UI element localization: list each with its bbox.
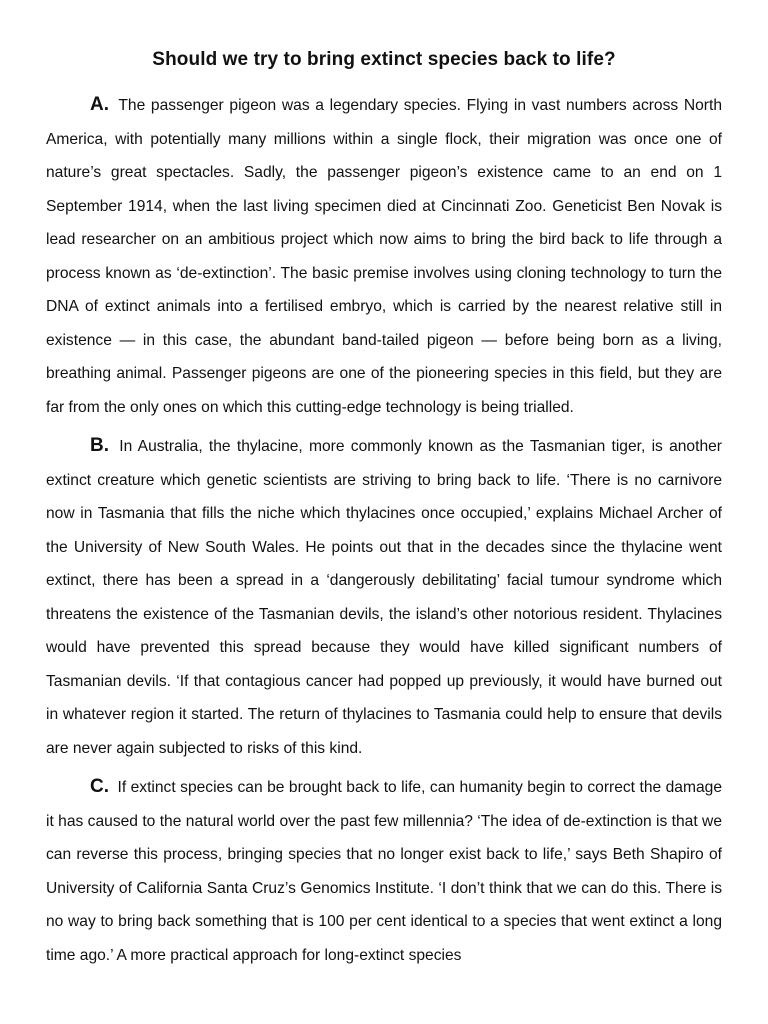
paragraph-a [46, 88, 722, 424]
paragraph-text: The passenger pigeon was a legendary species. Flying in vast numbers across North America, with potentially many millions within a single flock, their migration was once one of nature’s great spectacles. Sadly, the passenger pigeon’s existence came to an end on 1 September 1914, when the last living specimen died at Cincinnati Zoo. Geneticist Ben Novak is lead researcher on an ambitious project which now aims to bring the bird back to life through a process known as ‘de-extinction’. The basic premise involves using cloning technology to turn the DNA of extinct animals into a fertilised embryo, which is carried by the nearest relative still in existence — in this case, the abundant band-tailed pigeon — before being born as a living, breathing animal. Passenger pigeons are one of the pioneering species in this field, but they are far from the only ones on which this cutting-edge technology is being trialled. [46, 97, 722, 416]
paragraph-label: A. [90, 94, 109, 115]
paragraph-b [46, 429, 722, 765]
paragraph-label: C. [90, 776, 109, 797]
paragraph-text: If extinct species can be brought back to life, can humanity begin to correct the damage it has caused to the natural world over the past few millennia? ‘The idea of de-extinction is that we can reverse this process, bringing species that no longer exist back to life,’ says Beth Shapiro of University of California Santa Cruz’s Genomics Institute. ‘I don’t think that we can do this. There is no way to bring back something that is 100 per cent identical to a species that went extinct a long time ago.’ A more practical approach for long-extinct species [46, 779, 722, 964]
paragraph-text: In Australia, the thylacine, more commonly known as the Tasmanian tiger, is another extinct creature which genetic scientists are striving to bring back to life. ‘There is no carnivore now in Tasmania that fills the niche which thylacines once occupied,’ explains Michael Archer of the University of New South Wales. He points out that in the decades since the thylacine went extinct, there has been a spread in a ‘dangerously debilitating’ facial tumour syndrome which threatens the existence of the Tasmanian devils, the island’s other notorious resident. Thylacines would have prevented this spread because they would have killed significant numbers of Tasmanian devils. ‘If that contagious cancer had popped up previously, it would have burned out in whatever region it started. The return of thylacines to Tasmania could help to ensure that devils are never again subjected to risks of this kind. [46, 438, 722, 757]
paragraph-label: B. [90, 435, 109, 456]
paragraph-c [46, 770, 722, 972]
document-page [46, 46, 722, 977]
document-title: Should we try to bring extinct species back to life? [152, 49, 616, 70]
